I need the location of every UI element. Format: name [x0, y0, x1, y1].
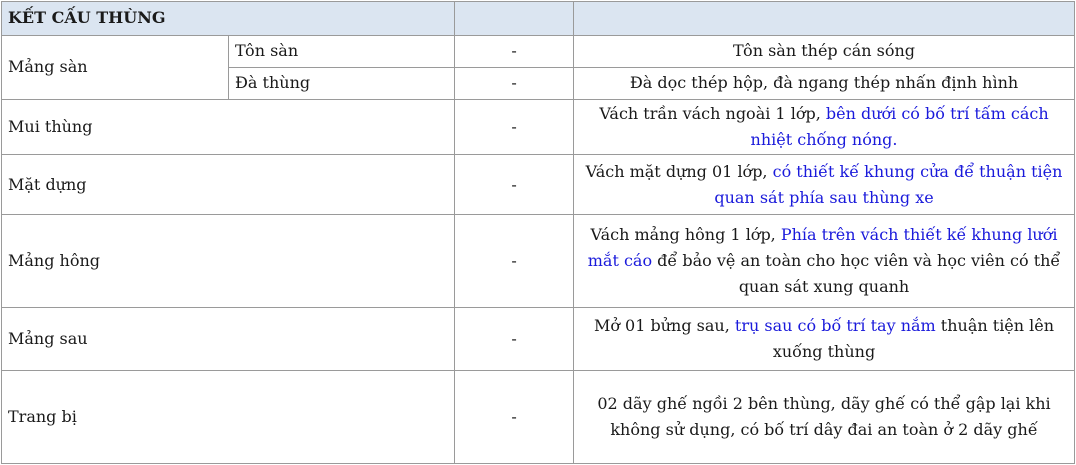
table-row	[2, 307, 1075, 371]
desc-mat-dung	[574, 155, 1075, 215]
desc-ton-san: Tôn sàn thép cán sóng	[574, 35, 1075, 67]
row-label-mang-hong: Mảng hông	[2, 214, 455, 307]
dash-cell: -	[455, 214, 574, 307]
dash-cell: -	[455, 99, 574, 155]
table-header-row	[2, 2, 1075, 36]
header-empty-cell	[574, 2, 1075, 36]
dash-cell: -	[455, 67, 574, 99]
row-label-mang-san: Mảng sàn	[2, 35, 229, 99]
desc-highlight: Phía trên vách thiết kế khung lưới mắt cáo	[587, 224, 1058, 270]
table-row	[2, 99, 1075, 155]
truck-body-spec-table	[1, 1, 1075, 464]
desc-mui-thung	[574, 99, 1075, 155]
desc-text: thuận tiện lên xuống thùng	[772, 315, 1055, 361]
row-label-mui-thung: Mui thùng	[2, 99, 455, 155]
sub-label-ton-san: Tôn sàn	[229, 35, 455, 67]
desc-highlight: trụ sau có bố trí tay nắm	[734, 315, 936, 335]
section-title: KẾT CẤU THÙNG	[2, 2, 455, 36]
table-row	[2, 35, 1075, 67]
header-empty-cell	[455, 2, 574, 36]
desc-trang-bi: 02 dãy ghế ngồi 2 bên thùng, dãy ghế có thể gập lại khi không sử dụng, có bố trí dây đai an toàn ở 2 dãy ghế	[574, 371, 1075, 464]
table-row	[2, 214, 1075, 307]
row-label-mat-dung: Mặt dựng	[2, 155, 455, 215]
dash-cell: -	[455, 307, 574, 371]
row-label-trang-bi: Trang bị	[2, 371, 455, 464]
dash-cell: -	[455, 371, 574, 464]
table-row	[2, 371, 1075, 464]
desc-highlight: có thiết kế khung cửa để thuận tiện quan sát phía sau thùng xe	[714, 161, 1063, 207]
desc-text: để bảo vệ an toàn cho học viên và học viên có thể quan sát xung quanh	[652, 250, 1061, 296]
desc-text: Vách mặt dựng 01 lớp,	[585, 161, 773, 181]
table-row	[2, 155, 1075, 215]
sub-label-da-thung: Đà thùng	[229, 67, 455, 99]
row-label-mang-sau: Mảng sau	[2, 307, 455, 371]
desc-highlight: bên dưới có bố trí tấm cách nhiệt chống nóng.	[750, 104, 1049, 150]
desc-mang-hong	[574, 214, 1075, 307]
desc-text: Vách trần vách ngoài 1 lớp,	[599, 104, 826, 124]
dash-cell: -	[455, 155, 574, 215]
desc-text: Vách mảng hông 1 lớp,	[590, 224, 781, 244]
dash-cell: -	[455, 35, 574, 67]
desc-text: Mở 01 bửng sau,	[593, 315, 735, 335]
desc-da-thung: Đà dọc thép hộp, đà ngang thép nhấn định hình	[574, 67, 1075, 99]
desc-mang-sau	[574, 307, 1075, 371]
